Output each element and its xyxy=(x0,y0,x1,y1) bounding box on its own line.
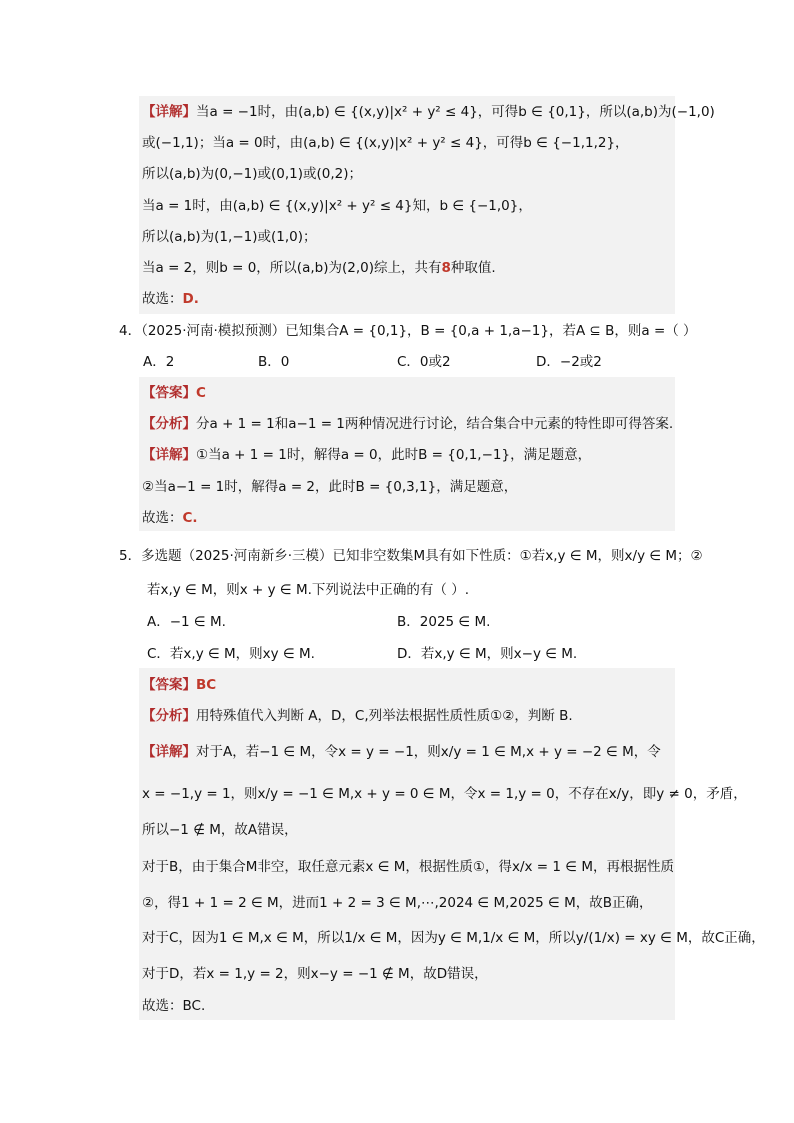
q3-detail-line-3: 所以(a,b)为(0,−1)或(0,1)或(0,2)； xyxy=(142,166,362,182)
q4-option-b: B．0 xyxy=(258,354,290,370)
q5-stem-line-2: 若x,y ∈ M，则x + y ∈ M.下列说法中正确的有（ ）. xyxy=(147,582,469,598)
q5-option-b: B．2025 ∈ M. xyxy=(397,614,491,630)
q5-detail-line-5: ②，得1 + 1 = 2 ∈ M，进而1 + 2 = 3 ∈ M,⋯,2024 ∈ M,2025 ∈ M，故B正确， xyxy=(142,895,653,911)
q4-option-c: C．0或2 xyxy=(397,354,451,370)
q4-analysis: 【分析】分a + 1 = 1和a−1 = 1两种情况进行讨论，结合集合中元素的特性即可得答案. xyxy=(142,416,674,432)
q5-option-c: C．若x,y ∈ M，则xy ∈ M. xyxy=(147,646,315,662)
q5-detail-line-4: 对于B，由于集合M非空，取任意元素x ∈ M，根据性质①，得x/x = 1 ∈ M，再根据性质 xyxy=(142,859,674,875)
q5-option-d: D．若x,y ∈ M，则x−y ∈ M. xyxy=(397,646,578,662)
q5-analysis: 【分析】用特殊值代入判断 A，D，C,列举法根据性质性质①②，判断 B. xyxy=(142,708,573,724)
q4-option-d: D．−2或2 xyxy=(536,354,602,370)
q5-detail-line-3: 所以−1 ∉ M，故A错误， xyxy=(142,822,298,838)
q5-stem-line-1: 5．多选题（2025·河南新乡·三模）已知非空数集M具有如下性质：①若x,y ∈ M，则x/y ∈ M；② xyxy=(119,548,703,564)
q3-detail-line-6: 当a = 2，则b = 0，所以(a,b)为(2,0)综上，共有8种取值. xyxy=(142,260,496,276)
q4-answer: 【答案】C xyxy=(142,385,206,401)
q3-detail-line-2: 或(−1,1)；当a = 0时，由(a,b) ∈ {(x,y)|x² + y² ≤ 4}，可得b ∈ {−1,1,2}， xyxy=(142,135,629,151)
q4-option-a: A．2 xyxy=(143,354,175,370)
q5-selection: 故选：BC. xyxy=(142,998,206,1014)
q5-answer: 【答案】BC xyxy=(142,677,217,693)
q4-stem: 4．（2025·河南·模拟预测）已知集合A = {0,1}，B = {0,a + 1,a−1}，若A ⊆ B，则a =（ ） xyxy=(119,323,697,339)
detail-tag: 【详解】 xyxy=(142,104,196,120)
q4-detail-line-1: 【详解】①当a + 1 = 1时，解得a = 0，此时B = {0,1,−1}，满足题意， xyxy=(142,447,592,463)
q5-option-a: A．−1 ∈ M. xyxy=(147,614,226,630)
q4-selection: 故选：C. xyxy=(142,510,198,526)
q3-detail-line-1: 【详解】当a = −1时，由(a,b) ∈ {(x,y)|x² + y² ≤ 4}，可得b ∈ {0,1}，所以(a,b)为(−1,0) xyxy=(142,104,715,120)
q5-detail-line-7: 对于D，若x = 1,y = 2，则x−y = −1 ∉ M，故D错误， xyxy=(142,966,488,982)
q5-detail-line-1: 【详解】对于A，若−1 ∈ M，令x = y = −1，则x/y = 1 ∈ M,x + y = −2 ∈ M，令 xyxy=(142,744,661,760)
q3-selection: 故选：D. xyxy=(142,291,199,307)
q5-detail-line-6: 对于C，因为1 ∈ M,x ∈ M，所以1/x ∈ M，因为y ∈ M,1/x ∈ M，所以y/(1/x) = xy ∈ M，故C正确， xyxy=(142,930,765,946)
q3-detail-line-4: 当a = 1时，由(a,b) ∈ {(x,y)|x² + y² ≤ 4}知，b ∈ {−1,0}， xyxy=(142,198,532,214)
q5-detail-line-2: x = −1,y = 1，则x/y = −1 ∈ M,x + y = 0 ∈ M，令x = 1,y = 0，不存在x/y，即y ≠ 0，矛盾， xyxy=(142,786,747,802)
q3-detail-line-5: 所以(a,b)为(1,−1)或(1,0)； xyxy=(142,229,317,245)
q4-detail-line-2: ②当a−1 = 1时，解得a = 2，此时B = {0,3,1}，满足题意， xyxy=(142,479,518,495)
